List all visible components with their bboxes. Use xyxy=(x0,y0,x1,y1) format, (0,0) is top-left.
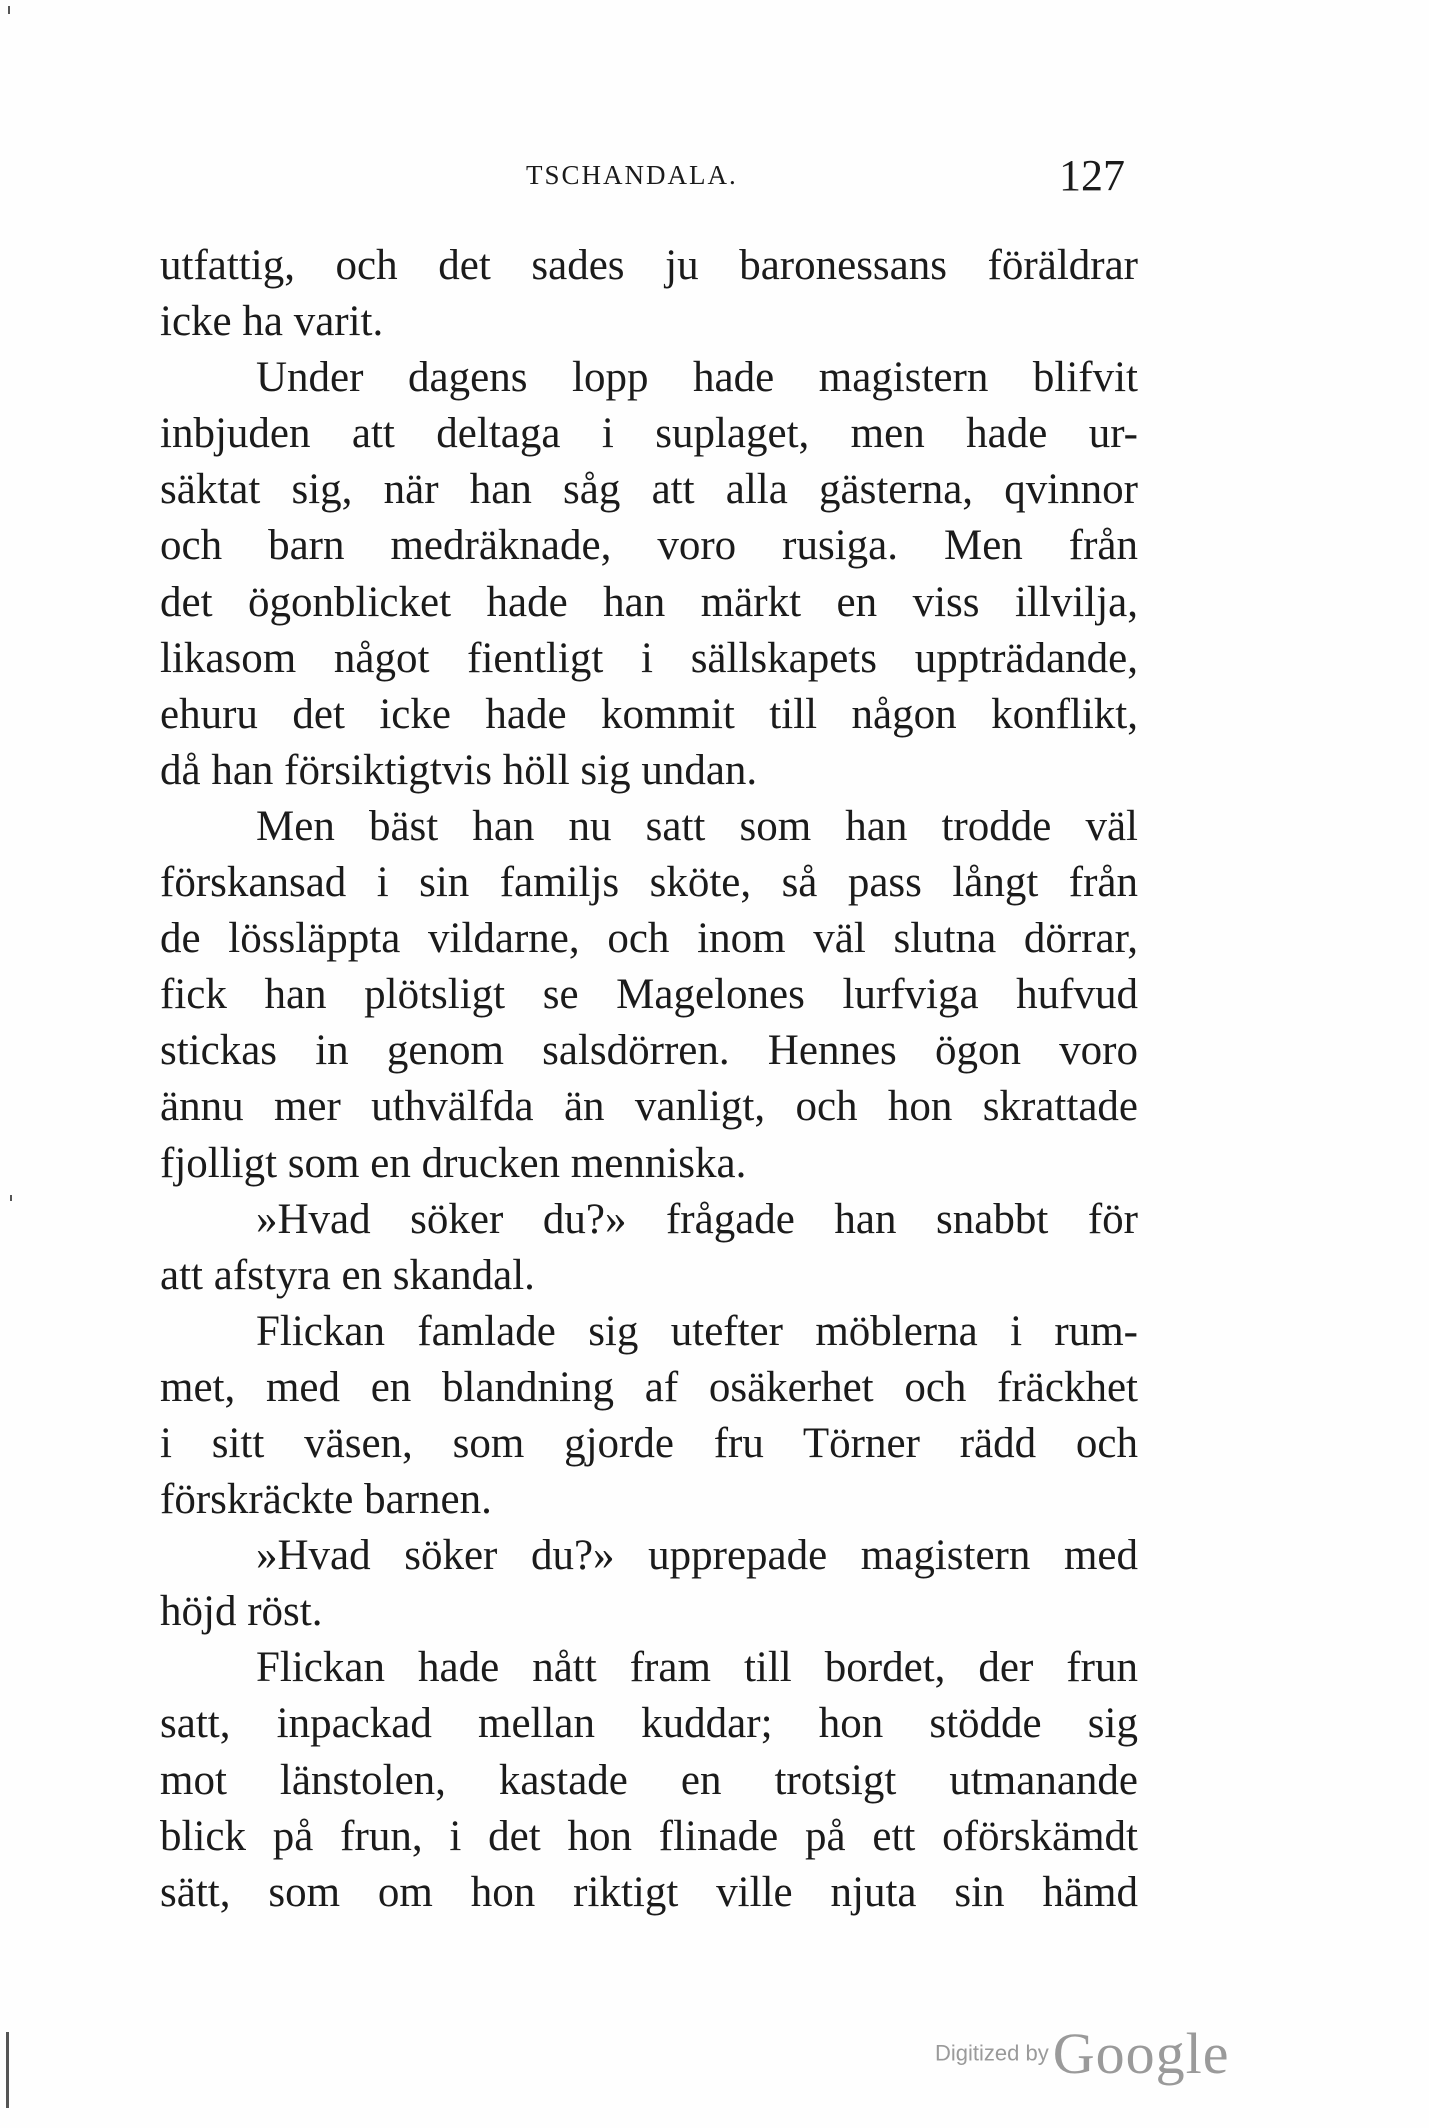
text-line: satt, inpackad mellan kuddar; hon stödde sig xyxy=(160,1700,1138,1748)
text-line: »Hvad söker du?» frågade han snabbt för xyxy=(256,1195,1138,1243)
text-line: inbjuden att deltaga i suplaget, men hade ur- xyxy=(160,410,1138,458)
text-line: met, med en blandning af osäkerhet och fräckhet xyxy=(160,1363,1138,1411)
running-head xyxy=(160,150,1125,210)
text-line: mot länstolen, kastade en trotsigt utmanande xyxy=(160,1756,1138,1804)
text-line: »Hvad söker du?» upprepade magistern med xyxy=(256,1532,1138,1580)
text-line: Flickan hade nått fram till bordet, der frun xyxy=(256,1644,1138,1692)
text-line: säktat sig, när han såg att alla gästerna, qvinnor xyxy=(160,466,1138,514)
running-title: TSCHANDALA. xyxy=(526,160,738,190)
text-line: förskansad i sin familjs sköte, så pass långt från xyxy=(160,859,1138,907)
text-line: i sitt väsen, som gjorde fru Törner rädd och xyxy=(160,1419,1138,1467)
text-line: Under dagens lopp hade magistern blifvit xyxy=(256,354,1138,402)
text-line: och barn medräknade, voro rusiga. Men från xyxy=(160,522,1138,570)
text-line: ännu mer uthvälfda än vanligt, och hon skrattade xyxy=(160,1083,1138,1131)
scan-speck xyxy=(8,6,10,14)
scan-speck xyxy=(10,1195,12,1201)
text-line: icke ha varit. xyxy=(160,298,384,346)
text-line: ehuru det icke hade kommit till någon konflikt, xyxy=(160,690,1138,738)
watermark-prefix: Digitized by xyxy=(935,2040,1049,2066)
text-line: det ögonblicket hade han märkt en viss illvilja, xyxy=(160,578,1138,626)
text-line: Men bäst han nu satt som han trodde väl xyxy=(256,802,1138,850)
text-line: fick han plötsligt se Magelones lurfviga hufvud xyxy=(160,971,1138,1019)
text-line: sätt, som om hon riktigt ville njuta sin hämd xyxy=(160,1868,1138,1916)
page-number: 127 xyxy=(1059,151,1125,200)
text-line: höjd röst. xyxy=(160,1588,323,1636)
body-text xyxy=(160,238,1138,1921)
scan-edge-mark xyxy=(6,2032,9,2108)
text-line: utfattig, och det sades ju baronessans föräldrar xyxy=(160,242,1138,289)
text-line: de lössläppta vildarne, och inom väl slutna dörrar, xyxy=(160,915,1138,963)
text-line: Flickan famlade sig utefter möblerna i rum- xyxy=(256,1307,1138,1355)
text-line: stickas in genom salsdörren. Hennes ögon voro xyxy=(160,1027,1138,1075)
google-logo: Google xyxy=(1052,2021,1230,2086)
text-line: fjolligt som en drucken menniska. xyxy=(160,1139,747,1187)
text-line: likasom något fientligt i sällskapets uppträdande, xyxy=(160,634,1138,682)
digitized-watermark xyxy=(935,2020,1229,2090)
text-line: blick på frun, i det hon flinade på ett oförskämdt xyxy=(160,1812,1138,1860)
text-line: att afstyra en skandal. xyxy=(160,1251,535,1299)
text-line: då han försiktigtvis höll sig undan. xyxy=(160,746,758,794)
text-line: förskräckte barnen. xyxy=(160,1476,492,1524)
